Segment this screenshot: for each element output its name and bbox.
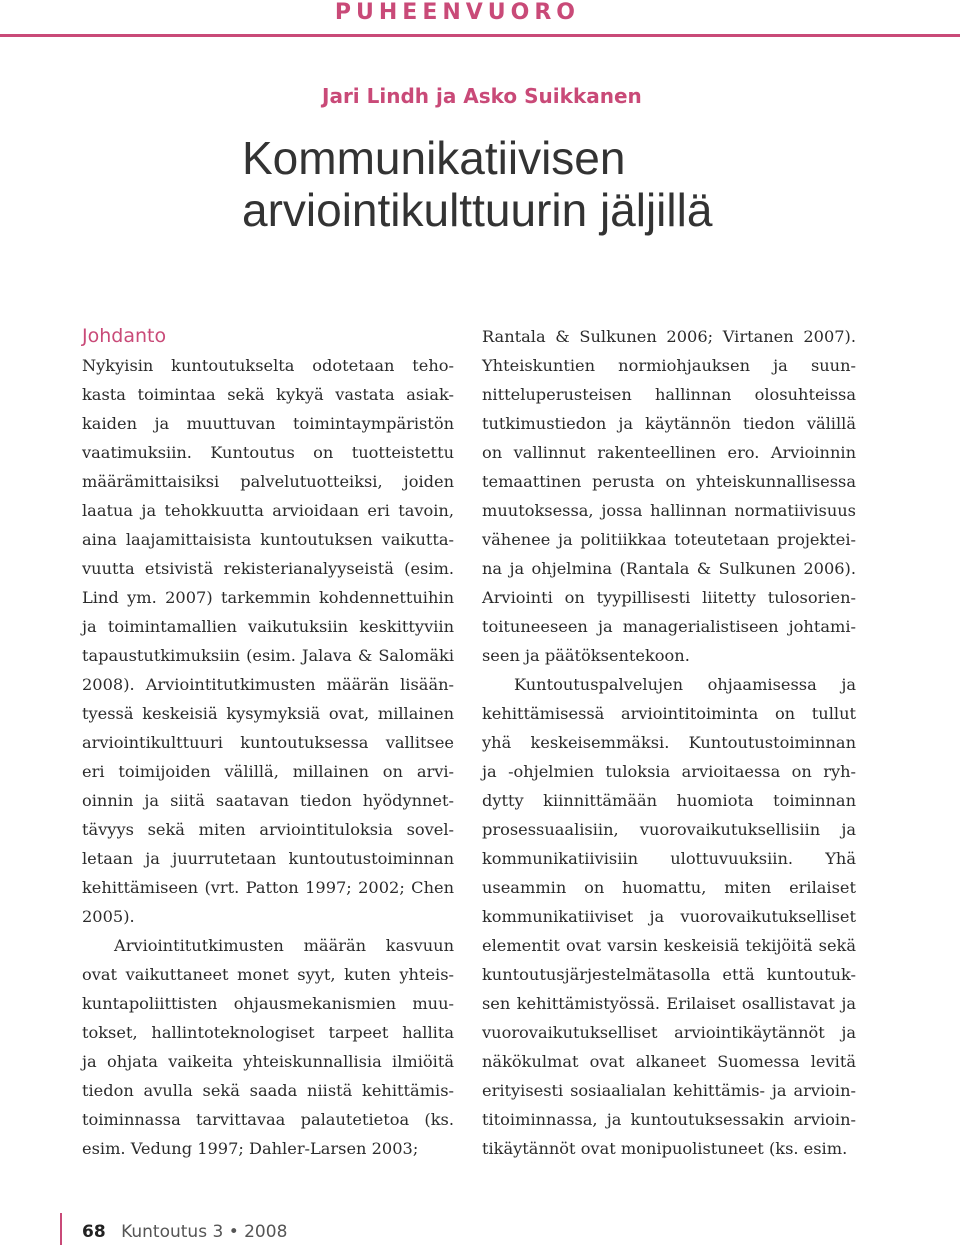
text-line: on vallinnut rakenteellinen ero. Arvioinnin bbox=[482, 443, 856, 462]
text-line: vuutta etsivistä rekisterianalyyseistä (esim. bbox=[82, 559, 454, 578]
text-line: Lind ym. 2007) tarkemmin kohdennettuihin bbox=[82, 588, 454, 607]
left-text-column bbox=[82, 322, 454, 1163]
header-rule bbox=[0, 34, 960, 37]
text-line: tokset, hallintoteknologiset tarpeet hallita bbox=[82, 1023, 454, 1042]
text-line: dytty kiinnittämään huomiota toiminnan bbox=[482, 791, 856, 810]
text-line: ja -ohjelmien tuloksia arvioitaessa on ryh- bbox=[482, 762, 856, 781]
text-line: nitteluperusteisen hallinnan olosuhteissa bbox=[482, 385, 856, 404]
text-line: kommunikatiiviset ja vuorovaikutukselliset bbox=[482, 907, 856, 926]
text-line: kehittämisessä arviointitoiminta on tullut bbox=[482, 704, 856, 723]
text-line: aina laajamittaisista kuntoutuksen vaikutta- bbox=[82, 530, 454, 549]
text-line: temaattinen perusta on yhteiskunnallisessa bbox=[482, 472, 856, 491]
text-line: toituneeseen ja managerialistiseen johtami- bbox=[482, 617, 856, 636]
text-line: eri toimijoiden välillä, millainen on arvi- bbox=[82, 762, 454, 781]
right-text-column bbox=[482, 322, 856, 1163]
title-line: arviointikulttuurin jäljillä bbox=[242, 184, 713, 236]
journal-issue: Kuntoutus 3 • 2008 bbox=[121, 1222, 288, 1242]
text-line: kommunikatiivisiin ulottuvuuksiin. Yhä bbox=[482, 849, 856, 868]
text-line: prosessuaalisiin, vuorovaikutuksellisiin ja bbox=[482, 820, 856, 839]
text-line: esim. Vedung 1997; Dahler-Larsen 2003; bbox=[82, 1139, 419, 1158]
text-line: useammin on huomattu, miten erilaiset bbox=[482, 878, 856, 897]
text-line: kehittämiseen (vrt. Patton 1997; 2002; Chen bbox=[82, 878, 454, 897]
text-line: ja ohjata vaikeita yhteiskunnallisia ilmiöitä bbox=[82, 1052, 454, 1071]
text-line: Kuntoutuspalvelujen ohjaamisessa ja bbox=[514, 675, 856, 694]
text-line: tyessä keskeisiä kysymyksiä ovat, millainen bbox=[82, 704, 454, 723]
text-line: sen kehittämistyössä. Erilaiset osallistavat ja bbox=[482, 994, 856, 1013]
text-line: Arviointi on tyypillisesti liitetty tulosorien- bbox=[482, 588, 856, 607]
footer-rule bbox=[60, 1213, 62, 1245]
text-line: ovat vaikuttaneet monet syyt, kuten yhteis- bbox=[82, 965, 454, 984]
text-line: erityisesti sosiaalialan kehittämis- ja arvioin- bbox=[482, 1081, 856, 1100]
text-line: yhä keskeisemmäksi. Kuntoutustoiminnan bbox=[482, 733, 856, 752]
text-line: Yhteiskuntien normiohjauksen ja suun- bbox=[482, 356, 856, 375]
text-line: titoiminnassa, ja kuntoutuksessakin arvioin- bbox=[482, 1110, 856, 1129]
text-line: tiedon avulla sekä saada niistä kehittämis- bbox=[82, 1081, 454, 1100]
title-line: Kommunikatiivisen bbox=[242, 132, 626, 184]
section-header bbox=[0, 0, 960, 40]
text-line: tävyys sekä miten arviointituloksia sovel- bbox=[82, 820, 454, 839]
article-title bbox=[242, 132, 942, 236]
text-line: määrämittaisiksi palvelutuotteiksi, joiden bbox=[82, 472, 454, 491]
text-line: tapaustutkimuksiin (esim. Jalava & Salomäki bbox=[82, 646, 454, 665]
text-line: kuntapoliittisten ohjausmekanismien muu- bbox=[82, 994, 454, 1013]
text-line: arviointikulttuuri kuntoutuksessa vallitsee bbox=[82, 733, 454, 752]
text-line: näkökulmat ovat alkaneet Suomessa levitä bbox=[482, 1052, 856, 1071]
article-authors: Jari Lindh ja Asko Suikkanen bbox=[322, 84, 642, 108]
page-footer bbox=[82, 1222, 287, 1242]
text-line: na ja ohjelmina (Rantala & Sulkunen 2006). bbox=[482, 559, 856, 578]
text-line: Rantala & Sulkunen 2006; Virtanen 2007). bbox=[482, 327, 856, 346]
text-line: tutkimustiedon ja käytännön tiedon välillä bbox=[482, 414, 856, 433]
text-line: elementit ovat varsin keskeisiä tekijöitä sekä bbox=[482, 936, 856, 955]
text-line: 2005). bbox=[82, 907, 135, 926]
text-line: oinnin ja siitä saatavan tiedon hyödynnet- bbox=[82, 791, 454, 810]
text-line: vähenee ja politiikkaa toteutetaan projektei- bbox=[482, 530, 856, 549]
page-number: 68 bbox=[82, 1222, 106, 1242]
text-line: letaan ja juurrutetaan kuntoutustoiminnan bbox=[82, 849, 454, 868]
text-line: toiminnassa tarvittavaa palautetietoa (ks. bbox=[82, 1110, 454, 1129]
section-heading: Johdanto bbox=[82, 325, 167, 347]
text-line: muutoksessa, jossa hallinnan normatiivisuus bbox=[482, 501, 856, 520]
text-line: 2008). Arviointitutkimusten määrän lisään- bbox=[82, 675, 454, 694]
text-line: Nykyisin kuntoutukselta odotetaan teho- bbox=[82, 356, 454, 375]
text-line: kuntoutusjärjestelmätasolla että kuntoutuk- bbox=[482, 965, 856, 984]
text-line: kasta toimintaa sekä kykyä vastata asiak- bbox=[82, 385, 454, 404]
text-line: vuorovaikutukselliset arviointikäytännöt ja bbox=[482, 1023, 856, 1042]
text-line: tikäytännöt ovat monipuolistuneet (ks. esim. bbox=[482, 1139, 848, 1158]
text-line: ja toimintamallien vaikutuksiin keskittyviin bbox=[82, 617, 454, 636]
text-line: laatua ja tehokkuutta arvioidaan eri tavoin, bbox=[82, 501, 454, 520]
text-line: vaatimuksiin. Kuntoutus on tuotteistettu bbox=[82, 443, 454, 462]
section-label: PUHEENVUORO bbox=[334, 0, 580, 25]
text-line: Arviointitutkimusten määrän kasvuun bbox=[114, 936, 454, 955]
text-line: kaiden ja muuttuvan toimintaympäristön bbox=[82, 414, 454, 433]
text-line: seen ja päätöksentekoon. bbox=[482, 646, 690, 665]
